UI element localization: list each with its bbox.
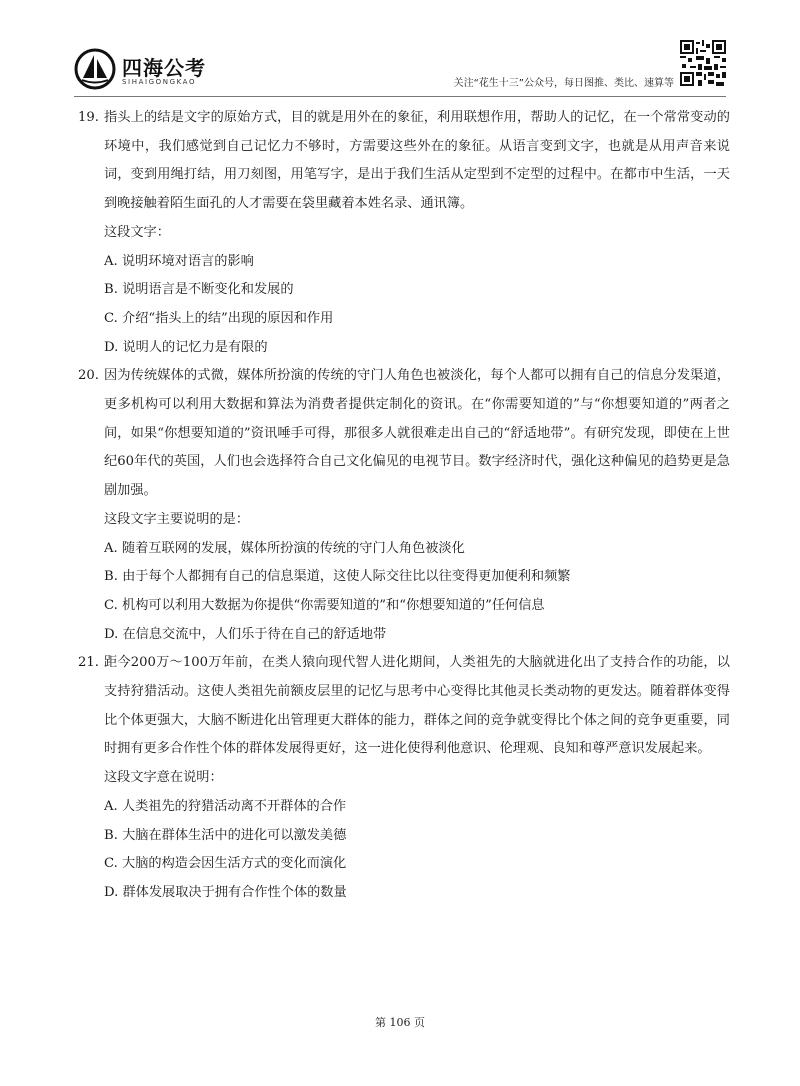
option-d: D. 群体发展取决于拥有合作性个体的数量: [104, 884, 347, 900]
option-c: C. 机构可以利用大数据为你提供“你需要知道的”和“你想要知道的”任何信息: [104, 597, 545, 613]
question-prompt: 这段文字：: [104, 224, 170, 240]
option-c: C. 介绍“指头上的结”出现的原因和作用: [104, 310, 334, 326]
header-divider: [74, 96, 726, 97]
option-c: C. 大脑的构造会因生活方式的变化而演化: [104, 856, 347, 872]
question-stem: [78, 649, 730, 764]
question-prompt: 这段文字意在说明：: [104, 770, 223, 786]
question-stem: [78, 362, 730, 506]
sailboat-logo-icon: [74, 48, 116, 90]
option-b: B. 大脑在群体生活中的进化可以激发美德: [104, 827, 347, 843]
question-list: [78, 104, 730, 908]
question-text: 距今200万～100万年前，在类人猿向现代智人进化期间，人类祖先的大脑就进化出了支持合作的功能，以支持狩猎活动。这使人类祖先前额皮层里的记忆与思考中心变得比其他灵长类动物的更发达。随着群体变得比个体更强大，大脑不断进化出管理更大群体的能力，群体之间的竞争就变得比个体之间的竞争更重要，同时拥有更多合作性个体的群体发展得更好，这一进化使得利他意识、伦理观、良知和尊严意识发展起来。: [104, 655, 730, 757]
header-notice: 关注“花生十三”公众号，每日图推、类比、速算等: [453, 78, 674, 89]
question-number: 19.: [78, 110, 99, 125]
question-20: [78, 362, 730, 649]
option-d: D. 在信息交流中，人们乐于待在自己的舒适地带: [104, 626, 387, 642]
option-d: D. 说明人的记忆力是有限的: [104, 339, 268, 355]
logo-chinese-text: 四海公考: [122, 56, 206, 80]
option-b: B. 说明语言是不断变化和发展的: [104, 282, 294, 298]
question-number: 21.: [78, 655, 99, 671]
question-prompt: 这段文字主要说明的是：: [104, 511, 250, 527]
page-header: [74, 40, 726, 96]
question-19: [78, 104, 730, 362]
logo-pinyin-text: SIHAIGONGKAO: [122, 78, 197, 86]
page-number: 第 106 页: [375, 1016, 425, 1029]
question-number: 20.: [78, 368, 99, 384]
option-a: A. 随着互联网的发展，媒体所扮演的传统的守门人角色被淡化: [104, 540, 465, 556]
qr-code-icon: [680, 40, 726, 86]
option-a: A. 说明环境对语言的影响: [104, 253, 254, 269]
option-a: A. 人类祖先的狩猎活动离不开群体的合作: [104, 798, 347, 814]
option-b: B. 由于每个人都拥有自己的信息渠道，这使人际交往比以往变得更加便利和频繁: [104, 569, 571, 585]
question-21: [78, 649, 730, 907]
question-text: 指头上的结是文字的原始方式，目的就是用外在的象征，利用联想作用，帮助人的记忆，在一个常常变动的环境中，我们感觉到自己记忆力不够时，方需要这些外在的象征。从语言变到文字，也就是从用声音来说词，变到用绳打结，用刀刻图，用笔写字，是出于我们生活从定型到不定型的过程中。在都市中生活，一天到晚接触着陌生面孔的人才需要在袋里藏着本姓名录、通讯簿。: [104, 110, 730, 212]
question-text: 因为传统媒体的式微，媒体所扮演的传统的守门人角色也被淡化，每个人都可以拥有自己的信息分发渠道，更多机构可以利用大数据和算法为消费者提供定制化的资讯。在“你需要知道的”与“你想要知道的”两者之间，如果“你想要知道的”资讯唾手可得，那很多人就很难走出自己的“舒适地带”。有研究发现，即使在上世纪60年代的英国，人们也会选择符合自己文化偏见的电视节目。数字经济时代，强化这种偏见的趋势更是急剧加强。: [104, 368, 730, 499]
question-stem: [78, 104, 730, 219]
brand-logo: [74, 48, 244, 92]
